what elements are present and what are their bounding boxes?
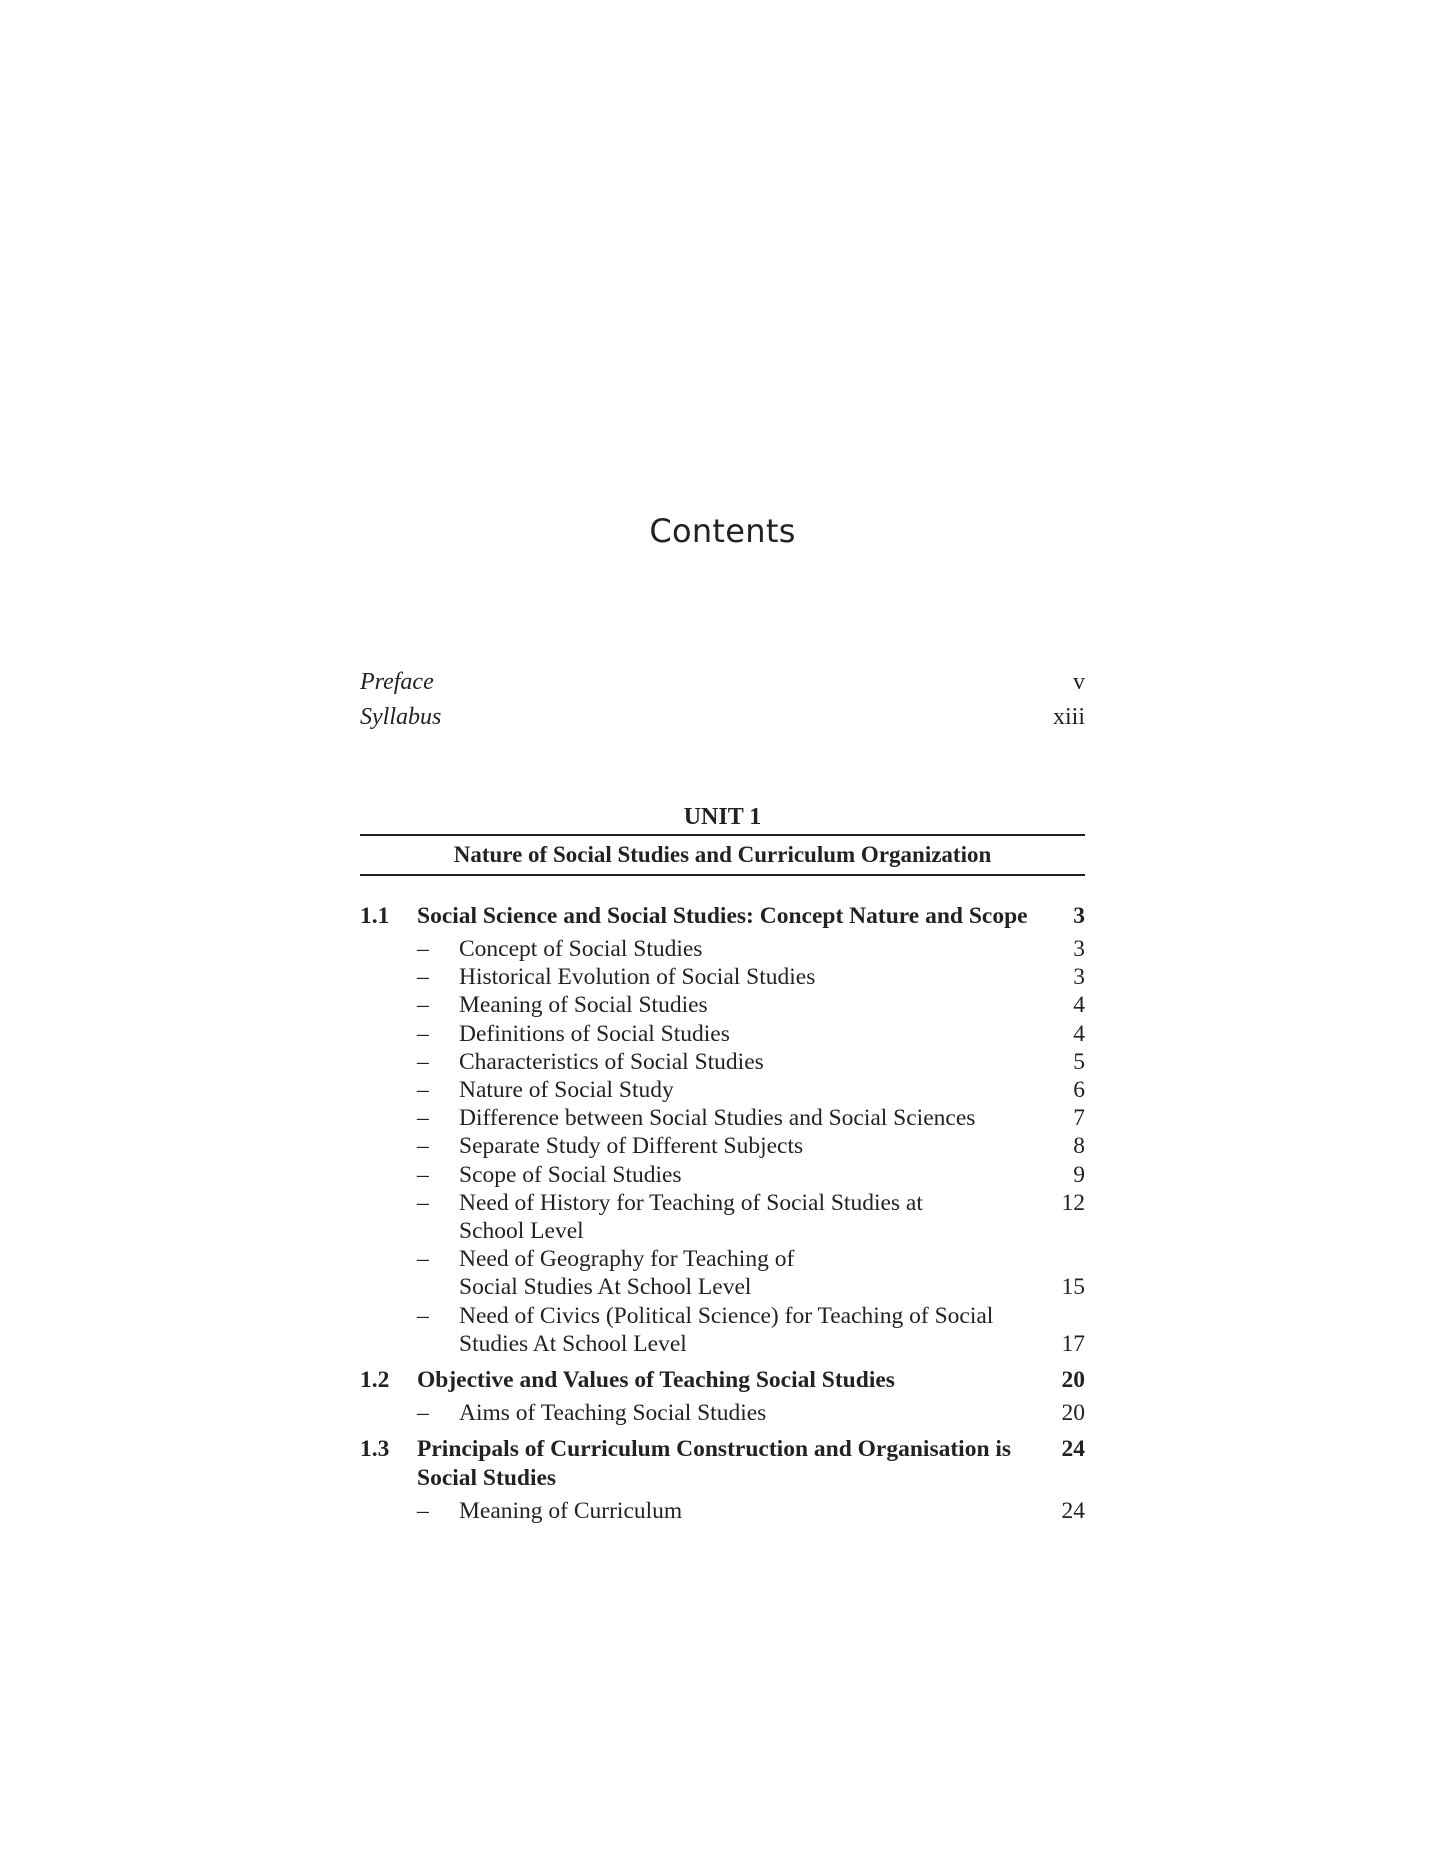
section-title: Principals of Curriculum Construction and Organisation is Social Studies [417,1436,1012,1492]
item-title: Need of Civics (Political Science) for Teaching of Social Studies At School Level [459,1302,994,1357]
front-matter-title: Syllabus [360,704,442,730]
toc-item[interactable] [360,1048,1085,1076]
section-number: 1.3 [360,1436,390,1463]
toc-item[interactable] [360,1161,1085,1189]
page-title: Contents [649,512,796,550]
item-title: Historical Evolution of Social Studies [459,964,816,991]
item-dash: – [417,1077,429,1104]
item-dash: – [417,1400,429,1427]
toc-section-heading[interactable] [360,902,1085,935]
toc-item[interactable] [360,1020,1085,1048]
item-title: Scope of Social Studies [459,1161,682,1188]
toc-item[interactable] [360,935,1085,963]
section-page: 24 [1061,1436,1085,1463]
toc-item[interactable] [360,1189,1085,1245]
item-dash: – [417,1161,429,1188]
item-page: 15 [1061,1274,1085,1301]
toc-item[interactable] [360,1104,1085,1132]
item-dash: – [417,1105,429,1132]
toc-item[interactable] [360,991,1085,1019]
item-page: 3 [1073,964,1085,991]
item-title: Aims of Teaching Social Studies [459,1400,767,1427]
item-title: Nature of Social Study [459,1077,674,1104]
front-matter-page: v [1073,669,1085,695]
item-page: 7 [1073,1105,1085,1132]
front-matter-page: xiii [1052,704,1085,730]
section-page: 20 [1061,1367,1085,1394]
toc-section [360,1366,1085,1427]
item-dash: – [417,1189,429,1216]
section-number: 1.2 [360,1367,390,1394]
item-dash: – [417,1020,429,1047]
item-dash: – [417,936,429,962]
toc-section-heading[interactable] [360,1366,1085,1399]
item-dash: – [417,964,429,991]
item-title: Need of History for Teaching of Social Studies at School Level [459,1189,923,1245]
toc-item[interactable] [360,1076,1085,1104]
toc-section [360,902,1085,1358]
toc-section-heading[interactable] [360,1435,1085,1497]
unit-header [360,800,1085,876]
item-dash: – [417,1302,429,1329]
section-page: 3 [1073,903,1085,929]
item-dash: – [417,992,429,1019]
toc-item[interactable] [360,963,1085,991]
item-dash: – [417,1048,429,1075]
front-matter [360,665,1085,735]
toc-item[interactable] [360,1245,1085,1301]
item-title: Need of Geography for Teaching of Social Studies At School Level [459,1246,795,1301]
item-dash: – [417,1246,429,1273]
item-page: 6 [1073,1077,1085,1104]
item-page: 12 [1061,1189,1085,1216]
table-of-contents [360,902,1085,1533]
item-title: Separate Study of Different Subjects [459,1133,804,1160]
section-title: Social Science and Social Studies: Concept Nature and Scope [417,903,1028,929]
toc-item[interactable] [360,1302,1085,1358]
item-title: Meaning of Social Studies [459,992,708,1019]
item-dash: – [417,1498,429,1525]
unit-label: UNIT 1 [683,804,762,830]
item-page: 4 [1073,1020,1085,1047]
toc-section [360,1435,1085,1525]
item-dash: – [417,1133,429,1160]
front-matter-title: Preface [360,669,434,695]
front-matter-syllabus[interactable] [360,700,1085,735]
item-title: Meaning of Curriculum [459,1498,683,1525]
item-page: 9 [1073,1161,1085,1188]
toc-item[interactable] [360,1399,1085,1427]
item-page: 8 [1073,1133,1085,1160]
item-title: Concept of Social Studies [459,936,703,962]
item-page: 5 [1073,1048,1085,1075]
toc-item[interactable] [360,1497,1085,1525]
section-title: Objective and Values of Teaching Social Studies [417,1367,895,1394]
toc-item[interactable] [360,1132,1085,1160]
section-number: 1.1 [360,903,390,929]
front-matter-preface[interactable] [360,665,1085,700]
item-title: Characteristics of Social Studies [459,1048,764,1075]
item-page: 24 [1061,1498,1085,1525]
unit-subtitle: Nature of Social Studies and Curriculum Organization [360,834,1085,876]
item-page: 3 [1073,936,1085,962]
item-page: 4 [1073,992,1085,1019]
item-page: 17 [1061,1330,1085,1357]
item-title: Definitions of Social Studies [459,1020,730,1047]
item-title: Difference between Social Studies and Social Sciences [459,1105,976,1132]
item-page: 20 [1061,1400,1085,1427]
